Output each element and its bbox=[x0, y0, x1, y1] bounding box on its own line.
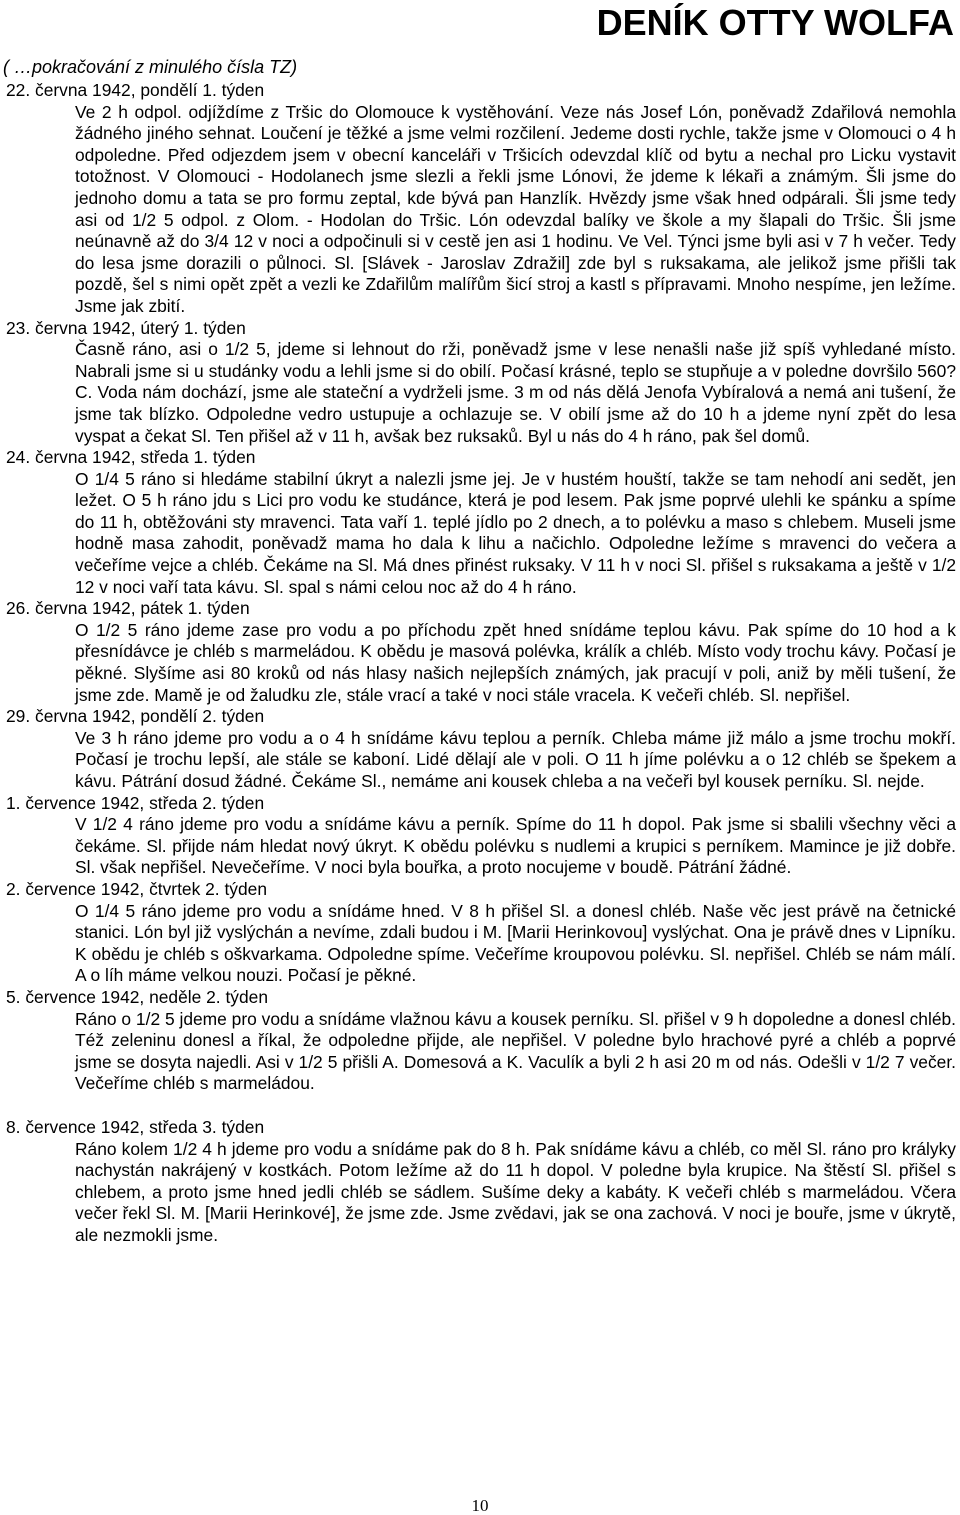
entry-date: 8. července 1942, středa 3. týden bbox=[6, 1116, 265, 1137]
entry-text: Ráno o 1/2 5 jdeme pro vodu a snídáme vlažnou kávu a kousek perníku. Sl. přišel v 9 h dopoledne a donesl chléb. Též zeleninu donesl a říkal, že odpoledne přijde, ale nepřišel. V poledne bylo hrachové pyré a chléb a poprvé jsme se dosyta najedli. Asi v 1/2 5 přišli A. Domesová a K. Vaculík a byli 2 h asi 20 m od nás. Odešli v 1/2 7 večer. Večeříme chléb s marmeládou. bbox=[75, 1008, 956, 1094]
entry-text: Ve 2 h odpol. odjíždíme z Tršic do Olomouce k vystěhování. Veze nás Josef Lón, poněvadž Zdařilová nemohla žádného jiného sehnat. Loučení je těžké a jsme velmi rozčilení. Jedeme dosti rychle, takže jsme v Olomouci o 4 h odpoledne. Před odjezdem jsem v obecní kanceláři v Tršicích odevzdal klíč od bytu a nechal pro Licku vystavit totožnost. V Olomouci - Hodolanech jsme slezli a řekli jsme Lónovi, že jdeme k lékaři a známým. Šli jsme do jednoho domu a tata se pro formu zeptal, kde bývá pan Hanzlík. Hvězdy jsme však hned odpárali. Šli jsme tedy asi od 1/2 5 odpol. z Olom. - Hodolan do Tršic. Lón odevzdal balíky ve škole a my šlapali do Tršic. Šli jsme neúnavně až do 3/4 12 v noci a odpočinuli si v cestě jen asi 1 hodinu. Ve Vel. Týnci jsme byli asi v 7 h večer. Tedy do lesa jsme dorazili o půlnoci. Sl. [Slávek - Jaroslav Zdražil] zde byl s ruksakama, ale jelikož jsme přišli tak pozdě, šel s nimi opět zpět a vezli ke Zdařilům malířům šicí stroj a kastl s přípravami. Mnoho nespíme, jen ležíme. Jsme jak zbití. bbox=[75, 101, 956, 316]
diary-entry bbox=[0, 598, 960, 706]
entry-text: V 1/2 4 ráno jdeme pro vodu a snídáme kávu a perník. Spíme do 11 h dopol. Pak jsme si sbalili všechny věci a čekáme. Sl. přijde nám hledat nový úkryt. K obědu polévku s nudlemi a krupici s perníkem. Mamince je již dobře. Sl. však nepřišel. Nevečeříme. V noci byla bouřka, a proto nocujeme v boudě. Pátrání žádné. bbox=[75, 814, 956, 878]
entry-date: 1. července 1942, středa 2. týden bbox=[6, 792, 265, 813]
entry-text: Ve 3 h ráno jdeme pro vodu a o 4 h snídáme kávu teplou a perník. Chleba máme již málo a jsme trochu mokří. Počasí je trochu lepší, ale stále se kaboní. Lidé dělají ale v poli. O 11 h jíme polévku a o 12 chléb se špekem a kávu. Pátrání dosud žádné. Čekáme Sl., nemáme ani kousek chleba a na večeři byl kousek perníku. Sl. nejde. bbox=[75, 727, 956, 791]
entry-text: Časně ráno, asi o 1/2 5, jdeme si lehnout do rži, poněvadž jsme v lese nenašli naše již spíš vyhledané místo. Nabrali jsme si u studánky vodu a lehli jsme si do obilí. Počasí krásné, teplo se stupňuje a v poledne dovršilo 560?C. Voda nám dochází, jsme ale stateční a vydrželi jsme. 3 m od nás dělá Jenofa Vybíralová a nemá ani tušení, že jsme tak blízko. Odpoledne vedro ustupuje a ochlazuje se. V obilí jsme až do 10 h a jdeme nyní zpět do lesa vyspat a čekat Sl. Ten přišel až v 11 h, avšak bez ruksaků. Byl u nás do 4 h ráno, pak šel domů. bbox=[75, 339, 956, 446]
entry-text: Ráno kolem 1/2 4 h jdeme pro vodu a snídáme pak do 8 h. Pak snídáme kávu a chléb, co měl Sl. ráno pro krályky nachystán nakrájený v kostkách. Potom ležíme až do 11 h dopol. V poledne byla krupice. Na štěstí Sl. přišel s chlebem, a proto jsme hned jedli chléb se sádlem. Sušíme deky a kabáty. K večeři chléb s marmeládou. Včera večer řekl Sl. M. [Marii Herinkové], že jsme zde. Jsme zvědavi, jak se ona zachová. V noci je bouře, jsme v úkrytě, ale nezmokli jsme. bbox=[75, 1138, 956, 1245]
entry-spacer bbox=[0, 1095, 960, 1117]
diary-entry bbox=[0, 447, 960, 598]
continuation-note: ( …pokračování z minulého čísla TZ) bbox=[3, 57, 298, 77]
entry-date: 22. června 1942, pondělí 1. týden bbox=[6, 80, 265, 100]
diary-entry bbox=[0, 793, 960, 879]
diary-entries bbox=[0, 80, 960, 1246]
diary-entry bbox=[0, 80, 960, 318]
entry-text: O 1/4 5 ráno jdeme pro vodu a snídáme hned. V 8 h přišel Sl. a donesl chléb. Naše věc jest právě na četnické stanici. Lón byl již vyslýchán a nevíme, zdali budou i M. [Marii Herinkovou] vyslýchat. Ona je právě dnes v Lipníku. K obědu je chléb s oškvarkama. Odpoledne spíme. Večeříme kroupovou polévku. Sl. nepřišel. Chléb se nám málí. A o líh máme velkou nouzi. Počasí je pěkné. bbox=[75, 900, 956, 986]
diary-entry bbox=[0, 1117, 960, 1247]
diary-entry bbox=[0, 879, 960, 987]
diary-entry bbox=[0, 706, 960, 792]
page-title: DENÍK OTTY WOLFA bbox=[596, 2, 954, 43]
diary-entry bbox=[0, 318, 960, 448]
entry-date: 5. července 1942, neděle 2. týden bbox=[6, 986, 269, 1007]
entry-date: 29. června 1942, pondělí 2. týden bbox=[6, 706, 265, 727]
diary-entry bbox=[0, 987, 960, 1095]
entry-date: 23. června 1942, úterý 1. týden bbox=[6, 317, 246, 338]
entry-text: O 1/2 5 ráno jdeme zase pro vodu a po příchodu zpět hned snídáme teplou kávu. Pak spíme do 10 hod a k přesnídávce je chléb s marmeládou. K obědu je masová polévka, králík a chléb. Místo vody trochu kávy. Počasí je pěkné. Slyšíme asi 80 kroků od nás hlasy našich nejlepších známých, jak pracují v poli, aniž by měli tušení, že jsme zde. Mamě je od žaludku zle, stále vrací a také v noci stále vracela. K večeři chléb. Sl. nepřišel. bbox=[75, 619, 956, 705]
entry-date: 26. června 1942, pátek 1. týden bbox=[6, 598, 250, 619]
page-number: 10 bbox=[471, 1496, 489, 1515]
entry-date: 24. června 1942, středa 1. týden bbox=[6, 447, 256, 468]
entry-text: O 1/4 5 ráno si hledáme stabilní úkryt a nalezli jsme jej. Je v hustém houští, takže se tam nehodí ani sedět, jen ležet. O 5 h ráno jdu s Lici pro vodu ke studánce, která je pod lesem. Pak jsme poprvé ulehli ke spánku a spíme do 11 h, obtěžováni sty mravenci. Tata vaří 1. teplé jídlo po 2 dnech, a to polévku a maso s chlebem. Museli jsme hodně masa zahodit, poněvadž mama ho dala k lihu a načichlo. Odpoledne ležíme s mravenci do večera a večeříme vejce a chléb. Čekáme na Sl. Má dnes přinést ruksaky. V 11 h v noci Sl. přišel s ruksakama a ještě v 1/2 12 v noci vaří tata kávu. Sl. spal s námi celou noc až do 4 h ráno. bbox=[75, 468, 956, 597]
entry-date: 2. července 1942, čtvrtek 2. týden bbox=[6, 878, 268, 899]
